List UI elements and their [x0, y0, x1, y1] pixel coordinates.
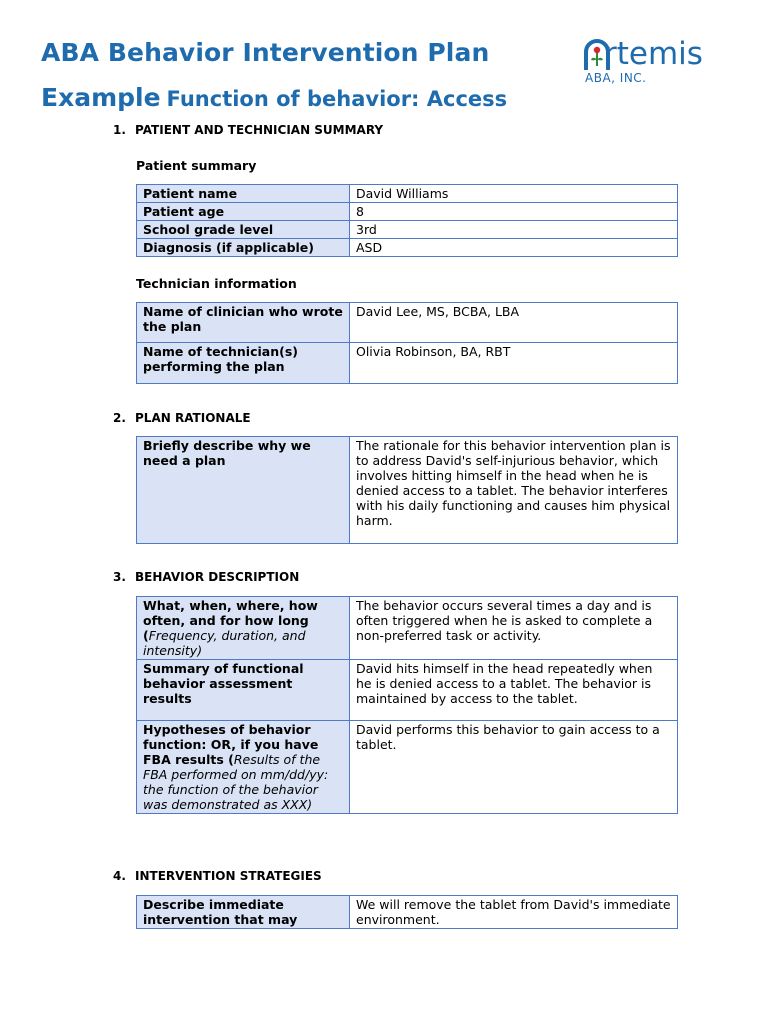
row-label: Briefly describe why we need a plan: [137, 437, 350, 544]
artemis-logo: [584, 36, 724, 88]
row-label: Name of technician(s) performing the plan: [137, 343, 350, 384]
row-value: David Williams: [350, 185, 678, 203]
section-2-heading: 2. PLAN RATIONALE: [113, 411, 251, 425]
row-value: We will remove the tablet from David's immediate environment.: [350, 896, 678, 929]
table-row: [137, 896, 678, 929]
table-row: [137, 185, 678, 203]
intervention-table: [136, 895, 678, 929]
row-value: Olivia Robinson, BA, RBT: [350, 343, 678, 384]
logo-subtext: ABA, INC.: [585, 71, 647, 85]
rationale-table: [136, 436, 678, 544]
row-value: The behavior occurs several times a day and is often triggered when he is asked to complete a non-preferred task or activity.: [350, 597, 678, 660]
table-row: [137, 239, 678, 257]
table-row: [137, 203, 678, 221]
row-label: Patient age: [137, 203, 350, 221]
document-title: ABA Behavior Intervention Plan: [41, 38, 490, 67]
section-4-heading: 4. INTERVENTION STRATEGIES: [113, 869, 322, 883]
table-row: [137, 597, 678, 660]
subtitle-example: Example: [41, 83, 161, 112]
table-row: [137, 221, 678, 239]
table-row: [137, 660, 678, 721]
technician-info-heading: Technician information: [136, 276, 297, 291]
row-value: The rationale for this behavior intervention plan is to address David's self-injurious behavior, which involves hitting himself in the head when he is denied access to a tablet. The behavior interferes with his daily functioning and causes him physical harm.: [350, 437, 678, 544]
row-label: School grade level: [137, 221, 350, 239]
subtitle-function: Function of behavior: Access: [166, 87, 508, 111]
row-value: 8: [350, 203, 678, 221]
technician-info-table: [136, 302, 678, 384]
row-label: Describe immediate intervention that may: [137, 896, 350, 929]
row-value: ASD: [350, 239, 678, 257]
patient-summary-table: [136, 184, 678, 257]
behavior-description-table: [136, 596, 678, 814]
patient-summary-heading: Patient summary: [136, 158, 257, 173]
row-value: 3rd: [350, 221, 678, 239]
logo-wordmark: rtemis: [604, 36, 703, 72]
row-value: David hits himself in the head repeatedly when he is denied access to a tablet. The behavior is maintained by access to the tablet.: [350, 660, 678, 721]
table-row: [137, 343, 678, 384]
section-1-heading: 1. PATIENT AND TECHNICIAN SUMMARY: [113, 123, 384, 137]
row-value: David Lee, MS, BCBA, LBA: [350, 303, 678, 343]
table-row: [137, 437, 678, 544]
row-label: What, when, where, how often, and for how long (Frequency, duration, and intensity): [137, 597, 350, 660]
table-row: [137, 303, 678, 343]
section-3-heading: 3. BEHAVIOR DESCRIPTION: [113, 570, 300, 584]
table-row: [137, 721, 678, 814]
row-label: Diagnosis (if applicable): [137, 239, 350, 257]
row-label: Hypotheses of behavior function: OR, if you have FBA results (Results of the FBA performed on mm/dd/yy: the function of the behavior was demonstrated as XXX): [137, 721, 350, 814]
document-subtitle: [41, 83, 507, 112]
row-label: Patient name: [137, 185, 350, 203]
row-label: Name of clinician who wrote the plan: [137, 303, 350, 343]
row-value: David performs this behavior to gain access to a tablet.: [350, 721, 678, 814]
row-label: Summary of functional behavior assessment results: [137, 660, 350, 721]
